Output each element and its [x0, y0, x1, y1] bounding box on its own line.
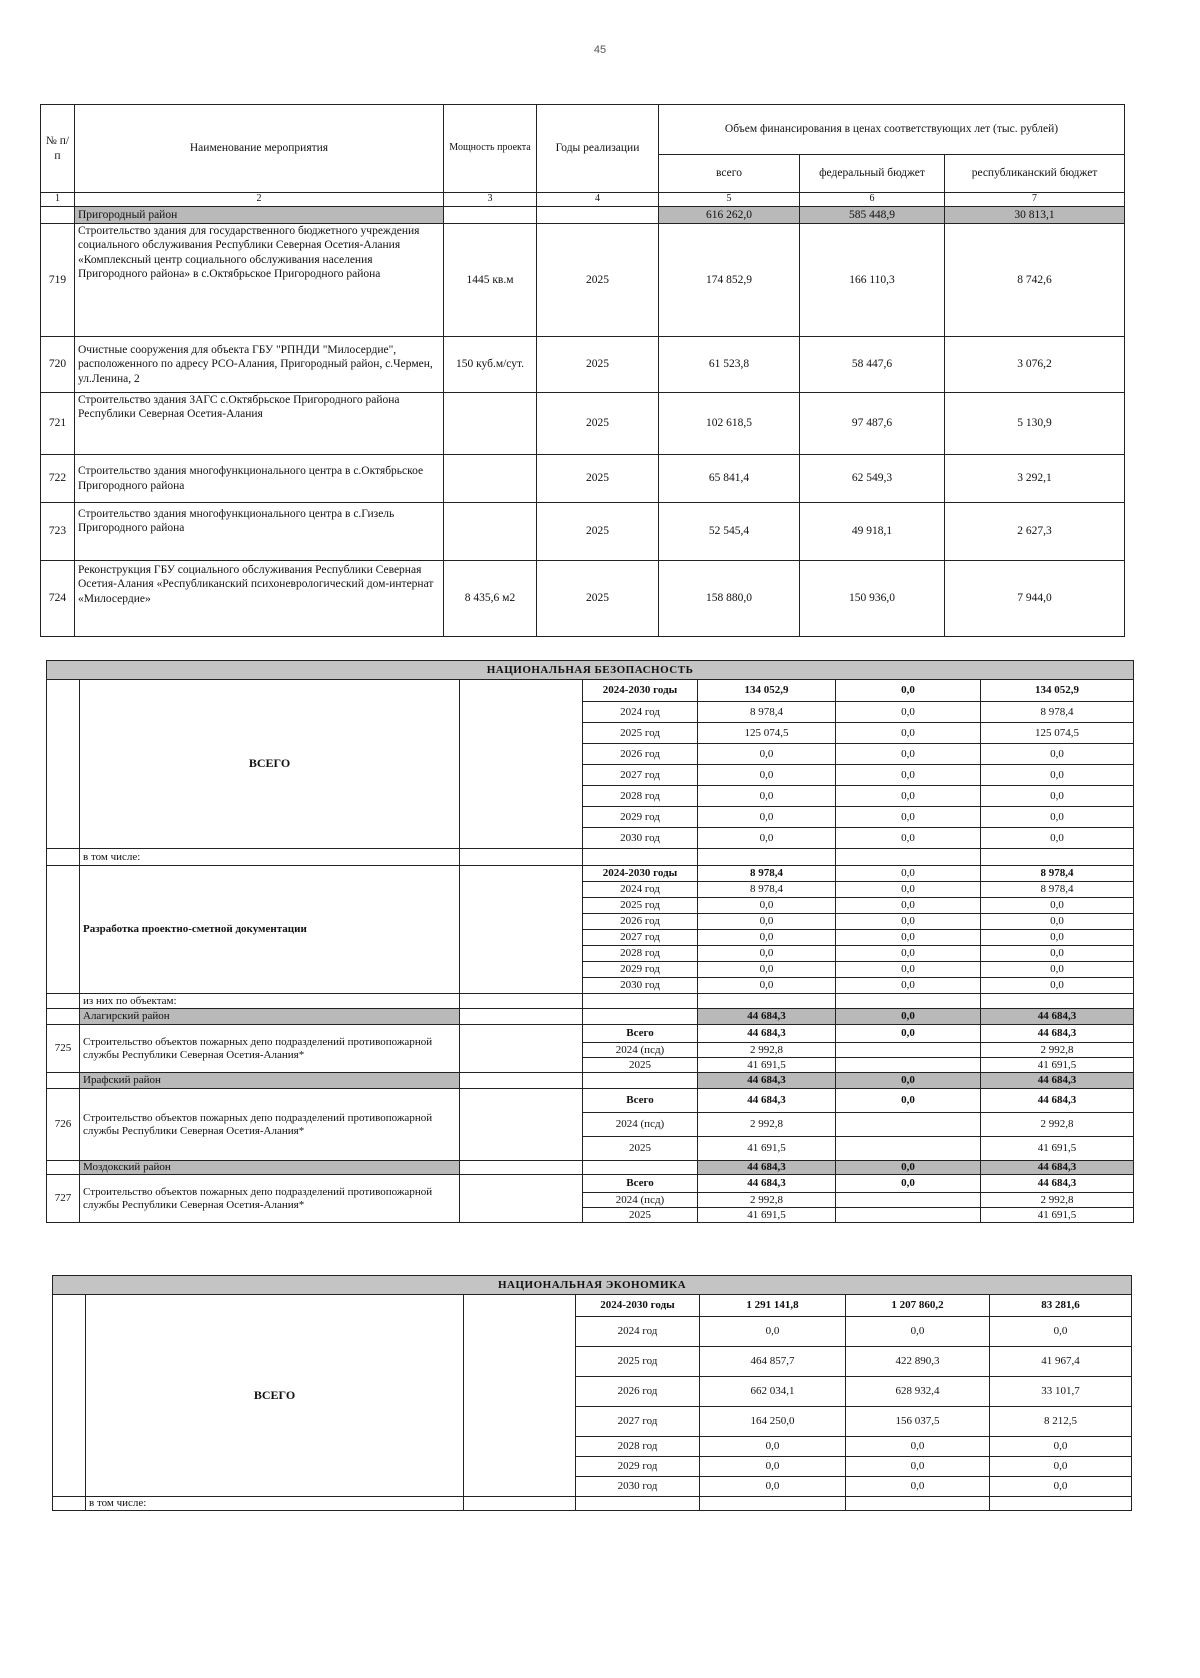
total-cell: 0,0 [698, 765, 836, 786]
project-num: 723 [41, 503, 75, 561]
republican-cell: 83 281,6 [990, 1295, 1132, 1317]
total-cell: 8 978,4 [698, 866, 836, 882]
total-cell: 0,0 [698, 828, 836, 849]
federal-cell [836, 1137, 981, 1161]
project-row [41, 393, 1125, 455]
project-num: 722 [41, 455, 75, 503]
year-cell: Всего [583, 1089, 698, 1113]
total-cell: 2 992,8 [698, 1113, 836, 1137]
year-cell: 2029 год [583, 807, 698, 828]
federal-cell: 0,0 [836, 807, 981, 828]
year-cell: 2027 год [583, 930, 698, 946]
federal-cell [836, 1193, 981, 1208]
federal-cell: 1 207 860,2 [846, 1295, 990, 1317]
project-num: 719 [41, 224, 75, 337]
republican-cell: 0,0 [981, 828, 1134, 849]
project-total: 65 841,4 [659, 455, 800, 503]
republican-cell: 0,0 [981, 765, 1134, 786]
year-cell: 2025 [583, 1137, 698, 1161]
project-name: Строительство здания для государственного бюджетного учреждения социального обслуживания Республики Северная Осетия-Алания «Комплексный центр социального обслуживания населения Пригородного района» в с.Октябрьское Пригородного района [75, 224, 444, 337]
project-row [41, 455, 1125, 503]
federal-cell: 0,0 [836, 723, 981, 744]
project-row [41, 224, 1125, 337]
total-cell: 41 691,5 [698, 1058, 836, 1073]
col-funding-header: Объем финансирования в ценах соответствующих лет (тыс. рублей) [659, 105, 1125, 155]
year-cell: Всего [583, 1025, 698, 1043]
project-capacity: 8 435,6 м2 [444, 561, 537, 637]
federal-cell: 0,0 [836, 1089, 981, 1113]
total-cell: 0,0 [698, 786, 836, 807]
year-cell: 2025 [583, 1058, 698, 1073]
total-cell: 1 291 141,8 [700, 1295, 846, 1317]
republican-cell: 2 992,8 [981, 1043, 1134, 1058]
total-cell: 44 684,3 [698, 1089, 836, 1113]
total-cell: 662 034,1 [700, 1377, 846, 1407]
project-federal: 58 447,6 [800, 337, 945, 393]
republican-cell: 0,0 [981, 786, 1134, 807]
year-cell: 2030 год [583, 828, 698, 849]
project-federal: 97 487,6 [800, 393, 945, 455]
federal-cell: 0,0 [836, 866, 981, 882]
republican-cell: 44 684,3 [981, 1175, 1134, 1193]
col-name-header: Наименование мероприятия [75, 105, 444, 193]
project-capacity: 150 куб.м/сут. [444, 337, 537, 393]
project-federal: 62 549,3 [800, 455, 945, 503]
republican-cell: 8 978,4 [981, 702, 1134, 723]
col-number: 3 [444, 193, 537, 207]
republican-cell: 0,0 [981, 898, 1134, 914]
district-republican: 44 684,3 [981, 1009, 1134, 1025]
republican-cell: 41 967,4 [990, 1347, 1132, 1377]
federal-cell: 422 890,3 [846, 1347, 990, 1377]
district-republican: 44 684,3 [981, 1161, 1134, 1175]
col-federal-header: федеральный бюджет [800, 155, 945, 193]
col-number: 2 [75, 193, 444, 207]
federal-cell: 0,0 [836, 786, 981, 807]
district-total: 44 684,3 [698, 1009, 836, 1025]
total-cell: 0,0 [698, 930, 836, 946]
security-total-block [47, 680, 1134, 849]
federal-cell: 0,0 [836, 962, 981, 978]
republican-cell: 41 691,5 [981, 1137, 1134, 1161]
federal-cell [836, 1058, 981, 1073]
project-row [41, 337, 1125, 393]
district-row [47, 1009, 1134, 1025]
project-name: Строительство здания многофункционального центра в с.Гизель Пригородного района [75, 503, 444, 561]
project-republican: 3 076,2 [945, 337, 1125, 393]
project-republican: 3 292,1 [945, 455, 1125, 503]
federal-cell: 0,0 [836, 702, 981, 723]
project-num: 727 [47, 1175, 80, 1223]
design-docs-block [47, 866, 1134, 994]
project-name: Очистные сооружения для объекта ГБУ "РПНДИ "Милосердие", расположенного по адресу РСО-Алания, Пригородный район, с.Чермен, ул.Ленина, 2 [75, 337, 444, 393]
federal-cell [836, 1208, 981, 1223]
district-total: 44 684,3 [698, 1073, 836, 1089]
column-number-row [41, 193, 1125, 207]
district-label: Моздокский район [80, 1161, 460, 1175]
total-cell: 0,0 [698, 978, 836, 994]
project-row [41, 503, 1125, 561]
project-total: 52 545,4 [659, 503, 800, 561]
security-table [46, 660, 1134, 1223]
total-cell: 0,0 [700, 1317, 846, 1347]
year-cell: 2024 (псд) [583, 1043, 698, 1058]
year-cell: 2027 год [583, 765, 698, 786]
year-cell: 2025 [583, 1208, 698, 1223]
total-cell: 0,0 [698, 744, 836, 765]
project-num: 724 [41, 561, 75, 637]
district-label: Пригородный район [75, 207, 444, 224]
year-cell: Всего [583, 1175, 698, 1193]
project-name: Строительство объектов пожарных депо подразделений противопожарной службы Республики Северная Осетия-Алания* [80, 1025, 460, 1073]
total-cell: 8 978,4 [698, 702, 836, 723]
republican-cell: 44 684,3 [981, 1025, 1134, 1043]
republican-cell: 0,0 [981, 930, 1134, 946]
republican-cell: 0,0 [981, 807, 1134, 828]
republican-cell: 0,0 [990, 1457, 1132, 1477]
year-cell: 2027 год [576, 1407, 700, 1437]
col-capacity-header: Мощность проекта [444, 105, 537, 193]
total-cell: 0,0 [698, 898, 836, 914]
district-row [47, 1073, 1134, 1089]
republican-cell: 33 101,7 [990, 1377, 1132, 1407]
total-cell: 8 978,4 [698, 882, 836, 898]
project-federal: 166 110,3 [800, 224, 945, 337]
total-cell: 44 684,3 [698, 1175, 836, 1193]
district-label: Алагирский район [80, 1009, 460, 1025]
year-cell: 2025 год [583, 723, 698, 744]
year-cell: 2030 год [576, 1477, 700, 1497]
federal-cell: 0,0 [836, 680, 981, 702]
project-name: Реконструкция ГБУ социального обслуживания Республики Северная Осетия-Алания «Республиканский психоневрологический дом-интернат «Милосердие» [75, 561, 444, 637]
project-num: 721 [41, 393, 75, 455]
project-name: Строительство здания ЗАГС с.Октябрьское Пригородного района Республики Северная Осетия-Алания [75, 393, 444, 455]
total-cell: 464 857,7 [700, 1347, 846, 1377]
year-cell: 2024 год [583, 882, 698, 898]
year-cell: 2025 год [576, 1347, 700, 1377]
project-federal: 150 936,0 [800, 561, 945, 637]
economy-total-block [53, 1295, 1132, 1497]
col-number: 4 [537, 193, 659, 207]
federal-cell: 628 932,4 [846, 1377, 990, 1407]
total-cell: 0,0 [700, 1437, 846, 1457]
republican-cell: 0,0 [990, 1437, 1132, 1457]
total-cell: 0,0 [698, 962, 836, 978]
including-label: в том числе: [80, 849, 460, 866]
republican-cell: 8 212,5 [990, 1407, 1132, 1437]
republican-cell: 0,0 [990, 1477, 1132, 1497]
year-cell: 2024-2030 годы [583, 866, 698, 882]
district-federal: 0,0 [836, 1161, 981, 1175]
total-cell: 125 074,5 [698, 723, 836, 744]
economy-total-label: ВСЕГО [86, 1295, 464, 1497]
federal-cell [836, 1113, 981, 1137]
district-label: Ирафский район [80, 1073, 460, 1089]
funding-table-top [40, 104, 1125, 637]
federal-cell: 0,0 [836, 978, 981, 994]
project-republican: 2 627,3 [945, 503, 1125, 561]
total-cell: 164 250,0 [700, 1407, 846, 1437]
district-row [47, 1161, 1134, 1175]
security-total-label: ВСЕГО [80, 680, 460, 849]
including-label: в том числе: [86, 1497, 464, 1511]
project-year: 2025 [537, 393, 659, 455]
year-cell: 2028 год [583, 786, 698, 807]
project-total: 61 523,8 [659, 337, 800, 393]
federal-cell: 0,0 [836, 914, 981, 930]
republican-cell: 8 978,4 [981, 882, 1134, 898]
district-total: 44 684,3 [698, 1161, 836, 1175]
project-year: 2025 [537, 224, 659, 337]
federal-cell: 0,0 [846, 1477, 990, 1497]
year-cell: 2029 год [583, 962, 698, 978]
year-cell: 2028 год [583, 946, 698, 962]
district-federal: 0,0 [836, 1073, 981, 1089]
section-title-security: НАЦИОНАЛЬНАЯ БЕЗОПАСНОСТЬ [47, 661, 1134, 680]
federal-cell: 0,0 [836, 930, 981, 946]
republican-cell: 0,0 [981, 962, 1134, 978]
year-cell: 2030 год [583, 978, 698, 994]
year-cell: 2025 год [583, 898, 698, 914]
project-total: 158 880,0 [659, 561, 800, 637]
republican-cell: 44 684,3 [981, 1089, 1134, 1113]
col-republican-header: республиканский бюджет [945, 155, 1125, 193]
col-number: 6 [800, 193, 945, 207]
year-cell: 2028 год [576, 1437, 700, 1457]
district-federal: 585 448,9 [800, 207, 945, 224]
col-num-header: № п/п [41, 105, 75, 193]
col-years-header: Годы реализации [537, 105, 659, 193]
project-capacity [444, 393, 537, 455]
design-docs-label: Разработка проектно-сметной документации [80, 866, 460, 994]
republican-cell: 134 052,9 [981, 680, 1134, 702]
project-year: 2025 [537, 503, 659, 561]
project-name: Строительство объектов пожарных депо подразделений противопожарной службы Республики Северная Осетия-Алания* [80, 1089, 460, 1161]
project-capacity [444, 455, 537, 503]
republican-cell: 125 074,5 [981, 723, 1134, 744]
col-number: 1 [41, 193, 75, 207]
federal-cell: 0,0 [836, 882, 981, 898]
district-federal: 0,0 [836, 1009, 981, 1025]
project-num: 720 [41, 337, 75, 393]
year-cell: 2024-2030 годы [576, 1295, 700, 1317]
republican-cell: 0,0 [990, 1317, 1132, 1347]
total-cell: 0,0 [698, 807, 836, 828]
year-cell: 2026 год [576, 1377, 700, 1407]
republican-cell: 0,0 [981, 946, 1134, 962]
col-number: 5 [659, 193, 800, 207]
republican-cell: 2 992,8 [981, 1193, 1134, 1208]
federal-cell: 0,0 [846, 1437, 990, 1457]
project-republican: 7 944,0 [945, 561, 1125, 637]
republican-cell: 8 978,4 [981, 866, 1134, 882]
total-cell: 0,0 [700, 1477, 846, 1497]
year-cell: 2029 год [576, 1457, 700, 1477]
republican-cell: 41 691,5 [981, 1058, 1134, 1073]
federal-cell: 0,0 [846, 1317, 990, 1347]
federal-cell: 0,0 [846, 1457, 990, 1477]
federal-cell: 0,0 [836, 744, 981, 765]
year-cell: 2024 (псд) [583, 1113, 698, 1137]
project-republican: 5 130,9 [945, 393, 1125, 455]
project-num: 726 [47, 1089, 80, 1161]
project-year: 2025 [537, 455, 659, 503]
project-capacity [444, 503, 537, 561]
total-cell: 41 691,5 [698, 1208, 836, 1223]
total-cell: 0,0 [698, 946, 836, 962]
project-total: 102 618,5 [659, 393, 800, 455]
total-cell: 41 691,5 [698, 1137, 836, 1161]
col-total-header: всего [659, 155, 800, 193]
year-cell: 2026 год [583, 914, 698, 930]
republican-cell: 0,0 [981, 744, 1134, 765]
federal-cell: 0,0 [836, 765, 981, 786]
project-name: Строительство здания многофункционального центра в с.Октябрьское Пригородного района [75, 455, 444, 503]
republican-cell: 0,0 [981, 914, 1134, 930]
district-row [41, 207, 1125, 224]
federal-cell: 0,0 [836, 1025, 981, 1043]
year-cell: 2024 (псд) [583, 1193, 698, 1208]
project-year: 2025 [537, 337, 659, 393]
total-cell: 44 684,3 [698, 1025, 836, 1043]
federal-cell: 156 037,5 [846, 1407, 990, 1437]
by-objects-label: из них по объектам: [80, 994, 460, 1009]
total-cell: 134 052,9 [698, 680, 836, 702]
federal-cell [836, 1043, 981, 1058]
republican-cell: 41 691,5 [981, 1208, 1134, 1223]
federal-cell: 0,0 [836, 1175, 981, 1193]
total-cell: 0,0 [700, 1457, 846, 1477]
year-cell: 2024 год [583, 702, 698, 723]
section-title-economy: НАЦИОНАЛЬНАЯ ЭКОНОМИКА [53, 1276, 1132, 1295]
district-republican: 44 684,3 [981, 1073, 1134, 1089]
republican-cell: 0,0 [981, 978, 1134, 994]
total-cell: 2 992,8 [698, 1043, 836, 1058]
project-republican: 8 742,6 [945, 224, 1125, 337]
economy-table [52, 1275, 1132, 1511]
year-cell: 2024 год [576, 1317, 700, 1347]
federal-cell: 0,0 [836, 946, 981, 962]
total-cell: 2 992,8 [698, 1193, 836, 1208]
project-year: 2025 [537, 561, 659, 637]
total-cell: 0,0 [698, 914, 836, 930]
project-row [41, 561, 1125, 637]
federal-cell: 0,0 [836, 898, 981, 914]
project-federal: 49 918,1 [800, 503, 945, 561]
project-name: Строительство объектов пожарных депо подразделений противопожарной службы Республики Северная Осетия-Алания* [80, 1175, 460, 1223]
federal-cell: 0,0 [836, 828, 981, 849]
col-number: 7 [945, 193, 1125, 207]
project-capacity: 1445 кв.м [444, 224, 537, 337]
year-cell: 2026 год [583, 744, 698, 765]
district-total: 616 262,0 [659, 207, 800, 224]
project-total: 174 852,9 [659, 224, 800, 337]
district-republican: 30 813,1 [945, 207, 1125, 224]
republican-cell: 2 992,8 [981, 1113, 1134, 1137]
year-cell: 2024-2030 годы [583, 680, 698, 702]
page-number: 45 [593, 44, 607, 56]
project-num: 725 [47, 1025, 80, 1073]
